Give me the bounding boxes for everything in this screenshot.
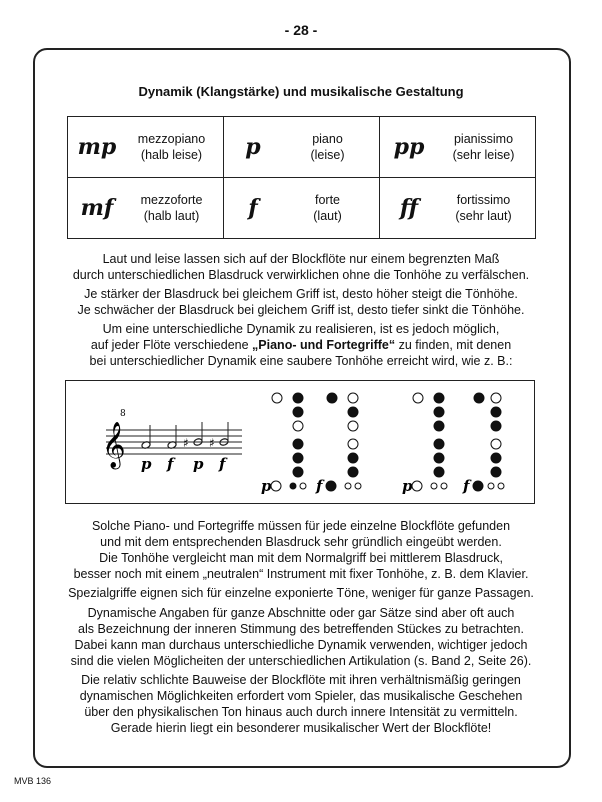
dynamic-meaning: (sehr leise)	[452, 148, 515, 162]
dynamic-symbol: mp	[77, 134, 117, 160]
footer-code: MVB 136	[14, 776, 52, 786]
closed-hole	[293, 453, 303, 463]
open-hole	[498, 483, 504, 489]
closed-hole	[434, 421, 444, 431]
dynamic-name: mezzopiano	[137, 132, 206, 146]
text-span: zu finden, mit denen	[395, 338, 512, 352]
dynamic-mark: p	[141, 455, 152, 473]
dynamics-table	[67, 116, 536, 239]
text-line: sind die vielen Möglicheiten der unterschiedlichen Artikulation (s. Band 2, Seite 26).	[70, 654, 532, 668]
closed-hole	[491, 407, 501, 417]
sharp-icon: ♯	[209, 436, 215, 450]
closed-hole	[290, 483, 296, 489]
open-hole	[348, 439, 358, 449]
dynamic-symbol: mf	[80, 195, 114, 221]
dynamic-name: pianissimo	[453, 132, 514, 146]
dynamics-cell	[224, 117, 380, 178]
page-number: - 28 -	[284, 22, 318, 38]
open-hole	[348, 393, 358, 403]
dynamic-symbol: ff	[399, 195, 419, 221]
open-hole	[488, 483, 494, 489]
text-span: auf jeder Flöte verschiedene	[90, 338, 253, 352]
fingering-chart	[402, 393, 447, 495]
dynamics-cell	[68, 117, 224, 178]
paragraph-5	[40, 585, 562, 601]
dynamic-name: piano	[312, 132, 343, 146]
open-hole	[441, 483, 447, 489]
text-line: Je stärker der Blasdruck bei gleichem Griff ist, desto höher steigt die Tönhöhe.	[84, 287, 518, 301]
note-half-c-sharp	[193, 422, 203, 446]
text-line: als Bezeichnung der inneren Stimmung des betreffenden Stückes zu betrachten.	[78, 622, 524, 636]
closed-hole	[326, 481, 336, 491]
dynamic-meaning: (halb laut)	[143, 209, 200, 223]
dynamic-meaning: (halb leise)	[140, 148, 203, 162]
note-half-b	[167, 425, 177, 449]
text-line: Gerade hierin liegt ein besonderer musikalischer Wert der Blockflöte!	[110, 721, 492, 735]
dynamic-meaning: (sehr laut)	[455, 209, 512, 223]
open-hole	[271, 481, 281, 491]
dynamic-mark: f	[167, 455, 174, 473]
text-line: Laut und leise lassen sich auf der Blockflöte nur einem begrenzten Maß	[102, 252, 500, 266]
fingering-chart	[261, 393, 306, 495]
closed-hole	[434, 467, 444, 477]
dynamic-meaning: (laut)	[313, 209, 342, 223]
dynamic-symbol: p	[245, 134, 261, 160]
open-hole	[345, 483, 351, 489]
closed-hole	[348, 407, 358, 417]
dynamics-cell	[380, 178, 536, 239]
paragraph-7	[40, 672, 562, 736]
open-hole	[293, 421, 303, 431]
open-hole	[300, 483, 306, 489]
fingering-chart	[462, 393, 504, 495]
open-hole	[355, 483, 361, 489]
open-hole	[412, 481, 422, 491]
dynamic-mark: f	[219, 455, 226, 473]
paragraph-2	[40, 286, 562, 318]
text-line: Spezialgriffe eignen sich für einzelne exponierte Töne, weniger für ganze Passagen.	[68, 586, 534, 600]
text-line: über den physikalischen Ton hinaus auch durch innere Intensität zu vermitteln.	[84, 705, 518, 719]
closed-hole	[348, 453, 358, 463]
closed-hole	[293, 407, 303, 417]
page-title: Dynamik (Klangstärke) und musikalische Gestaltung	[138, 84, 464, 99]
dynamics-cell	[224, 178, 380, 239]
fingering-charts	[261, 393, 504, 495]
dynamic-name: forte	[314, 193, 340, 207]
text-line: Die Tonhöhe vergleicht man mit dem Normalgriff bei mittlerem Blasdruck,	[99, 551, 503, 565]
text-line: Solche Piano- und Fortegriffe müssen für jede einzelne Blockflöte gefunden	[91, 519, 511, 533]
music-example	[66, 381, 534, 503]
paragraph-4	[40, 518, 562, 582]
fingering-dynamic-label: p	[261, 477, 272, 495]
paragraph-6	[40, 605, 562, 669]
open-hole	[491, 439, 501, 449]
paragraph-3	[40, 321, 562, 369]
open-hole	[431, 483, 437, 489]
text-line: dynamischen Möglichkeiten erfordert vom Spieler, das musikalische Geschehen	[79, 689, 523, 703]
closed-hole	[491, 421, 501, 431]
dynamic-mark: p	[193, 455, 204, 473]
text-line: Die relativ schlichte Bauweise der Blockflöte mit ihren verhältnismäßig geringen	[81, 673, 521, 687]
octave-mark: 8	[120, 409, 126, 419]
closed-hole	[434, 393, 444, 403]
text-line: Dabei kann man durchaus unterschiedliche Dynamik verwenden, wichtiger jedoch	[74, 638, 528, 652]
fingering-dynamic-label: f	[463, 477, 470, 495]
text-line: durch unterschiedlichen Blasdruck verwirklichen ohne die Tonhöhe zu verfälschen.	[72, 268, 530, 282]
dynamic-symbol: f	[248, 195, 258, 221]
closed-hole	[293, 439, 303, 449]
fingering-chart	[315, 393, 361, 495]
closed-hole	[491, 453, 501, 463]
text-line: Um eine unterschiedliche Dynamik zu realisieren, ist es jedoch möglich,	[102, 322, 500, 336]
closed-hole	[293, 393, 303, 403]
open-hole	[272, 393, 282, 403]
closed-hole	[293, 467, 303, 477]
dynamic-meaning: (leise)	[310, 148, 345, 162]
closed-hole	[434, 407, 444, 417]
dynamics-cell	[68, 178, 224, 239]
open-hole	[348, 421, 358, 431]
treble-clef-icon: 𝄞	[102, 422, 126, 468]
text-line	[40, 337, 562, 353]
closed-hole	[348, 467, 358, 477]
closed-hole	[474, 393, 484, 403]
open-hole	[413, 393, 423, 403]
fingering-dynamic-label: f	[316, 477, 323, 495]
text-line: bei unterschiedlicher Dynamik eine saubere Tonhöhe erreicht wird, wie z. B.:	[89, 354, 513, 368]
dynamic-name: mezzoforte	[140, 193, 203, 207]
closed-hole	[434, 453, 444, 463]
dynamic-name: fortissimo	[456, 193, 511, 207]
text-line: Je schwächer der Blasdruck bei gleichem Griff ist, desto tiefer sinkt die Tönhöhe.	[77, 303, 525, 317]
closed-hole	[473, 481, 483, 491]
closed-hole	[491, 467, 501, 477]
fingering-dynamic-label: p	[402, 477, 413, 495]
text-line: besser noch mit einem „neutralen“ Instrument mit fixer Tonhöhe, z. B. dem Klavier.	[73, 567, 529, 581]
text-line: und mit dem entsprechenden Blasdruck sehr gründlich eingeübt werden.	[100, 535, 502, 549]
paragraph-1	[40, 251, 562, 283]
dynamic-symbol: pp	[393, 134, 425, 160]
dynamics-cell	[380, 117, 536, 178]
sharp-icon: ♯	[183, 436, 189, 450]
note-half-c-sharp	[219, 422, 229, 446]
closed-hole	[434, 439, 444, 449]
bold-term: „Piano- und Fortegriffe“	[252, 338, 396, 352]
note-half-b	[141, 425, 151, 449]
open-hole	[491, 393, 501, 403]
closed-hole	[327, 393, 337, 403]
fingering-example-box	[65, 380, 535, 504]
text-line: Dynamische Angaben für ganze Abschnitte oder gar Sätze sind aber oft auch	[87, 606, 515, 620]
